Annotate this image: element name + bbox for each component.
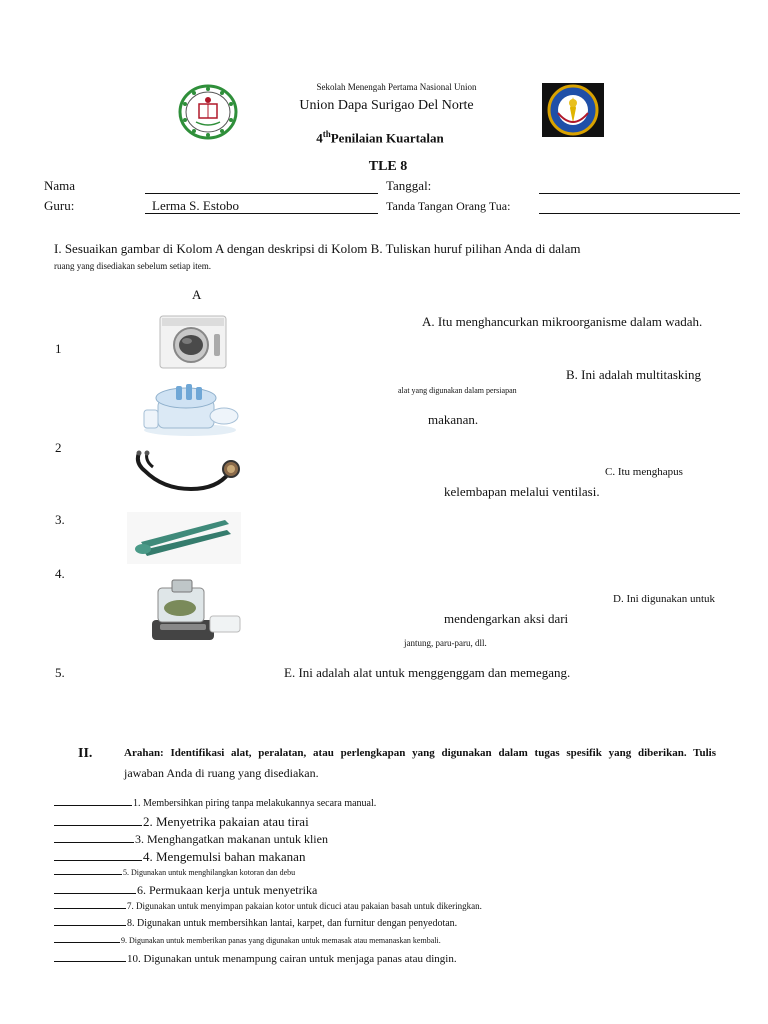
answer-blank[interactable]	[54, 907, 126, 909]
item-number-2: 2	[55, 440, 62, 455]
item-number-3: 3.	[55, 512, 65, 527]
choice-a: A. Itu menghancurkan mikroorganisme dalam wadah.	[422, 314, 703, 329]
item-number-4: 4.	[55, 566, 65, 581]
choice-b-line3: makanan.	[428, 412, 479, 427]
answer-blank[interactable]	[54, 892, 136, 894]
exam-name: Penilaian Kuartalan	[330, 130, 444, 146]
answer-item-text: 4. Mengemulsi bahan makanan	[143, 849, 306, 864]
choice-c-line2: kelembapan melalui ventilasi.	[444, 484, 600, 499]
school-name: Sekolah Menengah Pertama Nasional Union	[316, 82, 477, 92]
teacher-label: Guru:	[44, 198, 75, 213]
answer-item-2	[54, 814, 309, 830]
answer-blank[interactable]	[54, 804, 132, 806]
choice-e: E. Ini adalah alat untuk menggenggam dan memegang.	[284, 665, 571, 680]
answer-item-text: 1. Membersihkan piring tanpa melakukannya secara manual.	[133, 798, 377, 809]
answer-item-4	[54, 849, 305, 865]
choice-d-line2: mendengarkan aksi dari	[444, 611, 569, 626]
item-number-5: 5.	[55, 665, 65, 680]
answer-item-text: 2. Menyetrika pakaian atau tirai	[143, 814, 309, 829]
signature-label: Tanda Tangan Orang Tua:	[386, 199, 511, 213]
date-label: Tanggal:	[386, 178, 432, 193]
answer-blank[interactable]	[54, 824, 142, 826]
answer-item-8	[54, 918, 457, 929]
date-field[interactable]	[539, 193, 740, 194]
choice-d-line1: D. Ini digunakan untuk	[613, 593, 716, 605]
stethoscope-image	[133, 449, 243, 502]
school-location: Union Dapa Surigao Del Norte	[299, 98, 474, 113]
section1-instruction-line2: ruang yang disediakan sebelum setiap item.	[54, 261, 211, 271]
answer-item-10	[54, 953, 457, 965]
subject-title: TLE 8	[368, 159, 408, 174]
signature-field[interactable]	[539, 213, 740, 214]
school-logo-right	[542, 83, 604, 142]
answer-blank[interactable]	[54, 960, 126, 962]
column-a-heading: A	[192, 287, 202, 302]
food-processor-image	[150, 578, 242, 647]
section2-instruction-line2: jawaban Anda di ruang yang disediakan.	[124, 766, 319, 780]
answer-item-6	[54, 883, 317, 898]
dryer-image	[158, 314, 228, 375]
answer-item-text: 6. Permukaan kerja untuk menyetrika	[137, 883, 318, 897]
section2-number: II.	[78, 746, 93, 761]
answer-item-text: 5. Digunakan untuk menghilangkan kotoran dan debu	[123, 868, 296, 877]
name-field[interactable]	[145, 193, 378, 194]
exam-title	[0, 129, 760, 146]
ordinal-suffix: th	[322, 129, 331, 139]
answer-blank[interactable]	[54, 924, 126, 926]
answer-item-text: 7. Digunakan untuk menyimpan pakaian kotor untuk dicuci atau pakaian basah untuk dikeringkan.	[127, 901, 482, 911]
answer-item-text: 9. Digunakan untuk memberikan panas yang digunakan untuk memasak atau memanaskan kembali.	[121, 936, 441, 945]
answer-item-1	[54, 798, 376, 809]
answer-item-7	[54, 901, 482, 911]
answer-item-5	[54, 868, 295, 877]
tongs-image	[127, 512, 241, 569]
choice-b-line2: alat yang digunakan dalam persiapan	[398, 386, 517, 395]
answer-blank[interactable]	[54, 859, 142, 861]
choice-d-line3: jantung, paru-paru, dll.	[404, 638, 487, 648]
item-number-1: 1	[55, 341, 62, 356]
sterilizer-image	[140, 380, 240, 443]
answer-item-9	[54, 936, 441, 945]
answer-blank[interactable]	[54, 873, 122, 875]
answer-blank[interactable]	[54, 941, 120, 943]
teacher-value: Lerma S. Estobo	[152, 198, 240, 213]
answer-item-text: 3. Menghangatkan makanan untuk klien	[135, 832, 328, 846]
teacher-field[interactable]	[145, 213, 378, 214]
ordinal: 4	[316, 130, 323, 146]
name-label: Nama	[44, 178, 76, 193]
choice-b-line1: B. Ini adalah multitasking	[566, 367, 702, 382]
choice-c-line1: C. Itu menghapus	[605, 466, 683, 478]
answer-item-3	[54, 832, 328, 847]
answer-item-text: 8. Digunakan untuk membersihkan lantai, karpet, dan furnitur dengan penyedotan.	[127, 918, 458, 929]
answer-item-text: 10. Digunakan untuk menampung cairan untuk menjaga panas atau dingin.	[127, 953, 457, 965]
answer-blank[interactable]	[54, 841, 134, 843]
section1-instruction-line1: I. Sesuaikan gambar di Kolom A dengan deskripsi di Kolom B. Tuliskan huruf pilihan Anda di dalam	[54, 241, 581, 256]
section2-instruction-line1: Arahan: Identifikasi alat, peralatan, atau perlengkapan yang digunakan dalam tugas spesifik yang diberikan. Tulis	[124, 747, 716, 759]
